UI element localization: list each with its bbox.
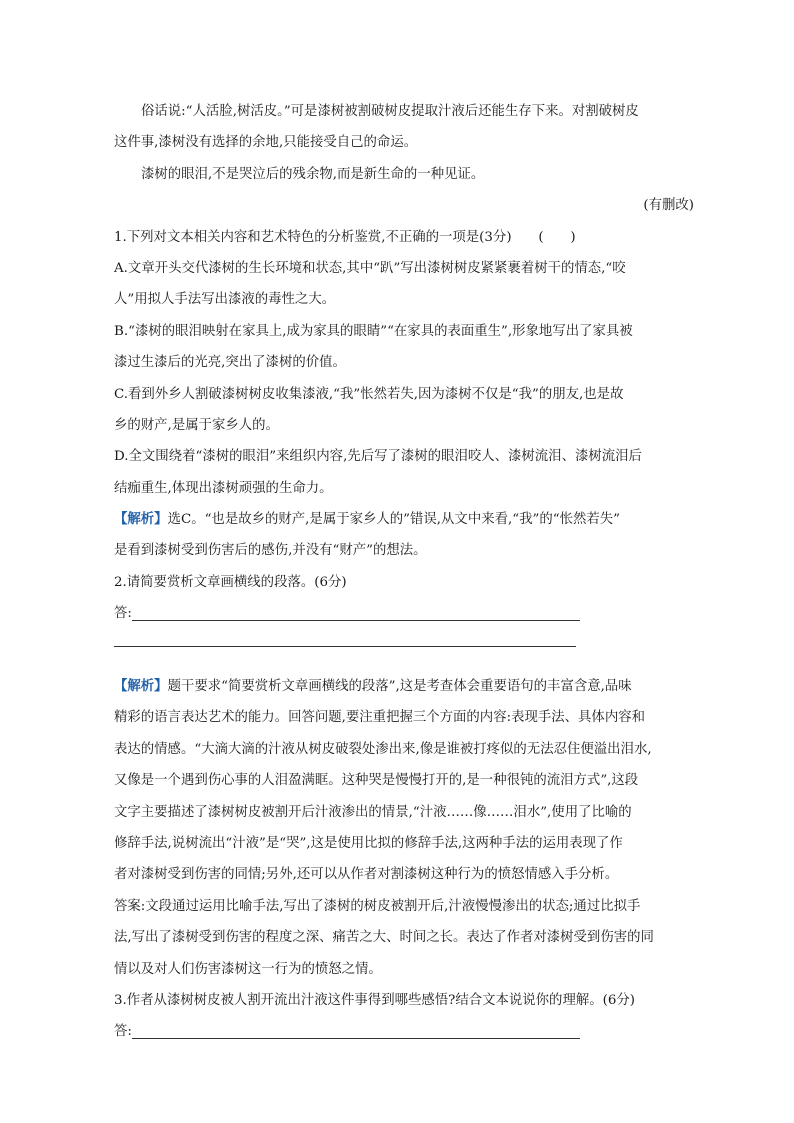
question-2-analysis-line-6: 修辞手法,说树流出“汁液”是“哭”,这是使用比拟的修辞手法,这两种手法的运用表现了作: [114, 835, 623, 851]
option-d-line-1: D.全文围绕着“漆树的眼泪”来组织内容,先后写了漆树的眼泪咬人、漆树流泪、漆树流泪后: [114, 449, 642, 465]
option-b-line-2: 漆过生漆后的光亮,突出了漆树的价值。: [114, 355, 346, 371]
question-2-answer-line-3: 情以及对人们伤害漆树这一行为的愤怒之情。: [114, 961, 382, 977]
question-1-analysis-line-2: 是看到漆树受到伤害后的感伤,并没有“财产”的想法。: [114, 543, 427, 559]
answer-blank-line-1[interactable]: [132, 1018, 580, 1039]
question-3-stem: 3.作者从漆树树皮被人割开流出汁液这件事得到哪些感悟?结合文本说说你的理解。(6分): [114, 992, 635, 1008]
option-a-line-2: 人”用拟人手法写出漆液的毒性之大。: [114, 292, 336, 308]
question-2-analysis-line-7: 者对漆树受到伤害的同情;另外,还可以从作者对割漆树这种行为的愤怒情感入手分析。: [114, 867, 619, 883]
question-2-analysis-line-2: 精彩的语言表达艺术的能力。回答问题,要注重把握三个方面的内容:表现手法、具体内容和: [114, 710, 645, 726]
question-2-analysis-line-3: 表达的情感。“大滴大滴的汁液从树皮破裂处渗出来,像是谁被打疼似的无法忍住便溢出泪水,: [114, 741, 652, 757]
option-c-line-1: C.看到外乡人割破漆树树皮收集漆液,“我”怅然若失,因为漆树不仅是“我”的朋友,也是故: [114, 386, 624, 402]
passage-paragraph-1-line-2: 这件事,漆树没有选择的余地,只能接受自己的命运。: [114, 135, 418, 151]
question-3-answer-row: [114, 1016, 694, 1047]
answer-label: 答:: [114, 606, 132, 622]
question-1-analysis-line-1: [114, 504, 694, 535]
option-c-line-2: 乡的财产,是属于家乡人的。: [114, 417, 279, 433]
question-2-analysis-line-5: 文字主要描述了漆树树皮被割开后汁液渗出的情景,“汁液……像……泪水”,使用了比喻的: [114, 804, 632, 820]
option-b-line-1: B.“漆树的眼泪映射在家具上,成为家具的眼睛”“在家具的表面重生”,形象地写出了家具被: [114, 323, 633, 339]
question-2-stem: 2.请简要赏析文章画横线的段落。(6分): [114, 574, 347, 590]
question-2-analysis-line-4: 又像是一个遇到伤心事的人泪盈满眶。这种哭是慢慢打开的,是一种很钝的流泪方式”,这段: [114, 773, 639, 789]
question-2-answer-row-2: [114, 630, 694, 661]
document-page: [114, 96, 694, 1048]
answer-label: 答:: [114, 1024, 132, 1040]
answer-blank-line-2[interactable]: [114, 630, 576, 647]
question-2-answer-line-1: 答案:文段通过运用比喻手法,写出了漆树的树皮被割开后,汁液慢慢渗出的状态;通过比拟手: [114, 898, 641, 914]
analysis-text: 题干要求“简要赏析文章画横线的段落”,这是考查体会重要语句的丰富含意,品味: [167, 679, 632, 695]
analysis-tag: 【解析】: [114, 511, 168, 528]
passage-paragraph-1-line-1: 俗话说:“人活脸,树活皮。”可是漆树被割破树皮提取汁液后还能生存下来。对割破树皮: [141, 104, 639, 119]
option-d-line-2: 结痂重生,体现出漆树顽强的生命力。: [114, 480, 333, 496]
question-2-answer-line-2: 法,写出了漆树受到伤害的程度之深、痛苦之大、时间之长。表达了作者对漆树受到伤害的同: [114, 930, 654, 946]
question-2-answer-row: [114, 598, 694, 629]
option-a-line-1: A.文章开头交代漆树的生长环境和状态,其中“趴”写出漆树树皮紧紧裹着树干的情态,“咬: [114, 260, 626, 276]
revision-note: (有删改): [643, 198, 694, 214]
question-1-stem: 1.下列对文本相关内容和艺术特色的分析鉴赏,不正确的一项是(3分) ( ): [114, 229, 576, 245]
passage-paragraph-2: 漆树的眼泪,不是哭泣后的残余物,而是新生命的一种见证。: [141, 166, 485, 182]
question-2-analysis-line-1: [114, 671, 694, 702]
analysis-tag: 【解析】: [114, 678, 168, 695]
analysis-text: 选C。“也是故乡的财产,是属于家乡人的”错误,从文中来看,“我”的“怅然若失”: [167, 512, 620, 528]
answer-blank-line-1[interactable]: [132, 600, 580, 621]
